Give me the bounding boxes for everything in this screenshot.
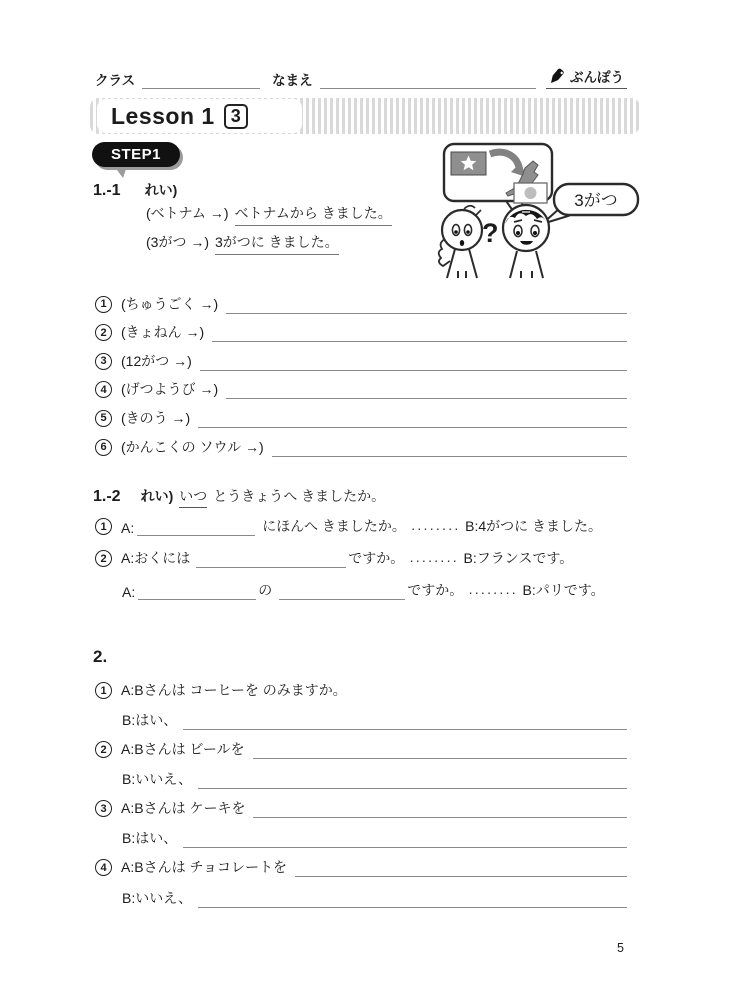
example-answer: 3がつに きました。 bbox=[215, 232, 339, 255]
answer-row bbox=[122, 888, 627, 908]
answer-line[interactable] bbox=[183, 715, 627, 730]
item-prompt: (きょねん →) bbox=[121, 324, 205, 341]
answer-row bbox=[122, 710, 627, 730]
example-answer: ベトナムから きました。 bbox=[235, 203, 392, 226]
question-text: A:Bさんは ビールを bbox=[121, 741, 245, 757]
subject-label: ぶんぽう bbox=[570, 70, 624, 85]
dialog-row bbox=[95, 548, 627, 568]
item-number: 2 bbox=[95, 741, 112, 758]
step-badge-tail bbox=[114, 166, 127, 178]
item-number: 2 bbox=[95, 550, 112, 567]
dialog-a-mid: の bbox=[258, 582, 273, 598]
month-bubble-label: 3がつ bbox=[574, 191, 618, 210]
answer-line[interactable] bbox=[272, 442, 627, 457]
answer-prefix: B:いいえ、 bbox=[122, 890, 193, 906]
item-prompt: (12がつ →) bbox=[121, 352, 192, 369]
dialog-a-prefix: A: bbox=[121, 520, 135, 536]
dots-separator: ········ bbox=[468, 584, 518, 600]
item-number: 5 bbox=[95, 410, 112, 427]
answer-line[interactable] bbox=[226, 299, 627, 314]
step-badge bbox=[92, 142, 180, 167]
example-prompt: (ベトナム →) bbox=[146, 205, 229, 221]
dialog-a-prefix: A:おくには bbox=[121, 550, 191, 566]
pencil-icon bbox=[547, 67, 566, 86]
answer-line[interactable] bbox=[183, 833, 627, 848]
question-row bbox=[95, 680, 627, 700]
answer-line[interactable] bbox=[198, 893, 627, 908]
section-1-1-items bbox=[95, 285, 627, 457]
answer-line[interactable] bbox=[295, 862, 627, 877]
answer-line[interactable] bbox=[200, 356, 627, 371]
question-text: A:Bさんは チョコレートを bbox=[121, 859, 288, 875]
answer-row bbox=[122, 769, 627, 789]
example-label: れい) bbox=[144, 182, 178, 198]
example-underlined-word: いつ bbox=[179, 486, 207, 508]
answer-line[interactable] bbox=[198, 774, 627, 789]
girl-character bbox=[439, 206, 482, 278]
lesson-title: Lesson 1 bbox=[111, 102, 215, 129]
item-prompt: (げつようび →) bbox=[121, 381, 219, 398]
section-1-2-number: 1.-2 bbox=[93, 488, 121, 505]
item-row bbox=[95, 285, 627, 314]
answer-prefix: B:はい、 bbox=[122, 830, 178, 846]
section-1-1-number: 1.-1 bbox=[93, 182, 121, 199]
name-label: なまえ bbox=[272, 73, 313, 88]
item-number: 6 bbox=[95, 439, 112, 456]
page-number: 5 bbox=[617, 941, 624, 955]
item-row bbox=[95, 399, 627, 428]
dialog-b-text: B:パリです。 bbox=[522, 582, 605, 598]
lesson-number-box: 3 bbox=[224, 104, 248, 129]
item-row bbox=[95, 428, 627, 457]
example-label: れい) bbox=[140, 488, 174, 504]
dialog-b-text: B:4がつに きました。 bbox=[465, 518, 603, 534]
answer-line[interactable] bbox=[196, 553, 346, 568]
lesson-banner bbox=[90, 98, 640, 134]
month-bubble bbox=[542, 184, 638, 224]
dots-separator: ········ bbox=[410, 520, 461, 536]
item-prompt: (きのう →) bbox=[121, 409, 191, 426]
step-badge-label: STEP1 bbox=[92, 142, 180, 167]
answer-line[interactable] bbox=[226, 384, 627, 399]
example-sentence: とうきょうへ きましたか。 bbox=[213, 488, 386, 504]
item-row bbox=[95, 371, 627, 400]
item-number: 3 bbox=[95, 800, 112, 817]
answer-line[interactable] bbox=[253, 803, 627, 818]
answer-line[interactable] bbox=[279, 585, 405, 600]
question-mark: ? bbox=[482, 218, 499, 248]
boy-character bbox=[503, 205, 549, 278]
item-prompt: (かんこくの ソウル →) bbox=[121, 438, 264, 455]
item-prompt: (ちゅうごく →) bbox=[121, 295, 219, 312]
item-number: 4 bbox=[95, 859, 112, 876]
name-blank[interactable] bbox=[320, 73, 536, 89]
vietnam-flag-icon bbox=[451, 152, 486, 175]
question-row bbox=[95, 798, 627, 818]
dialog-a-suffix: ですか。 bbox=[407, 582, 464, 598]
question-row bbox=[95, 857, 627, 877]
question-row bbox=[95, 739, 627, 759]
section-1-2-heading bbox=[93, 486, 385, 508]
answer-line[interactable] bbox=[137, 521, 255, 536]
dialog-row bbox=[95, 516, 627, 536]
example-prompt: (3がつ →) bbox=[146, 234, 209, 250]
answer-row bbox=[122, 828, 627, 848]
dialog-a-prefix: A: bbox=[122, 584, 136, 600]
japan-flag-icon bbox=[514, 183, 547, 203]
section-1-1-heading bbox=[93, 180, 177, 200]
dialog-b-text: B:フランスです。 bbox=[463, 550, 574, 566]
answer-line[interactable] bbox=[212, 327, 627, 342]
class-label: クラス bbox=[95, 73, 136, 88]
item-number: 1 bbox=[95, 682, 112, 699]
header bbox=[95, 66, 627, 89]
item-number: 3 bbox=[95, 353, 112, 370]
dialog-row bbox=[122, 580, 627, 600]
item-number: 4 bbox=[95, 381, 112, 398]
item-number: 1 bbox=[95, 296, 112, 313]
item-row bbox=[95, 342, 627, 371]
answer-line[interactable] bbox=[198, 413, 627, 428]
dialog-a-suffix: にほんへ きましたか。 bbox=[262, 518, 406, 534]
subject-tag bbox=[546, 66, 627, 89]
dialog-a-suffix: ですか。 bbox=[348, 550, 405, 566]
class-blank[interactable] bbox=[142, 73, 260, 89]
question-text: A:Bさんは コーヒーを のみますか。 bbox=[121, 682, 347, 698]
item-row bbox=[95, 314, 627, 343]
item-number: 2 bbox=[95, 324, 112, 341]
question-text: A:Bさんは ケーキを bbox=[121, 800, 246, 816]
section-1-1-examples bbox=[146, 203, 392, 262]
answer-prefix: B:いいえ、 bbox=[122, 771, 193, 787]
item-number: 1 bbox=[95, 518, 112, 535]
answer-line[interactable] bbox=[138, 585, 256, 600]
section-2-number: 2. bbox=[93, 647, 108, 666]
example-illustration bbox=[430, 142, 642, 291]
dots-separator: ········ bbox=[409, 552, 459, 568]
answer-prefix: B:はい、 bbox=[122, 712, 178, 728]
answer-line[interactable] bbox=[253, 744, 627, 759]
